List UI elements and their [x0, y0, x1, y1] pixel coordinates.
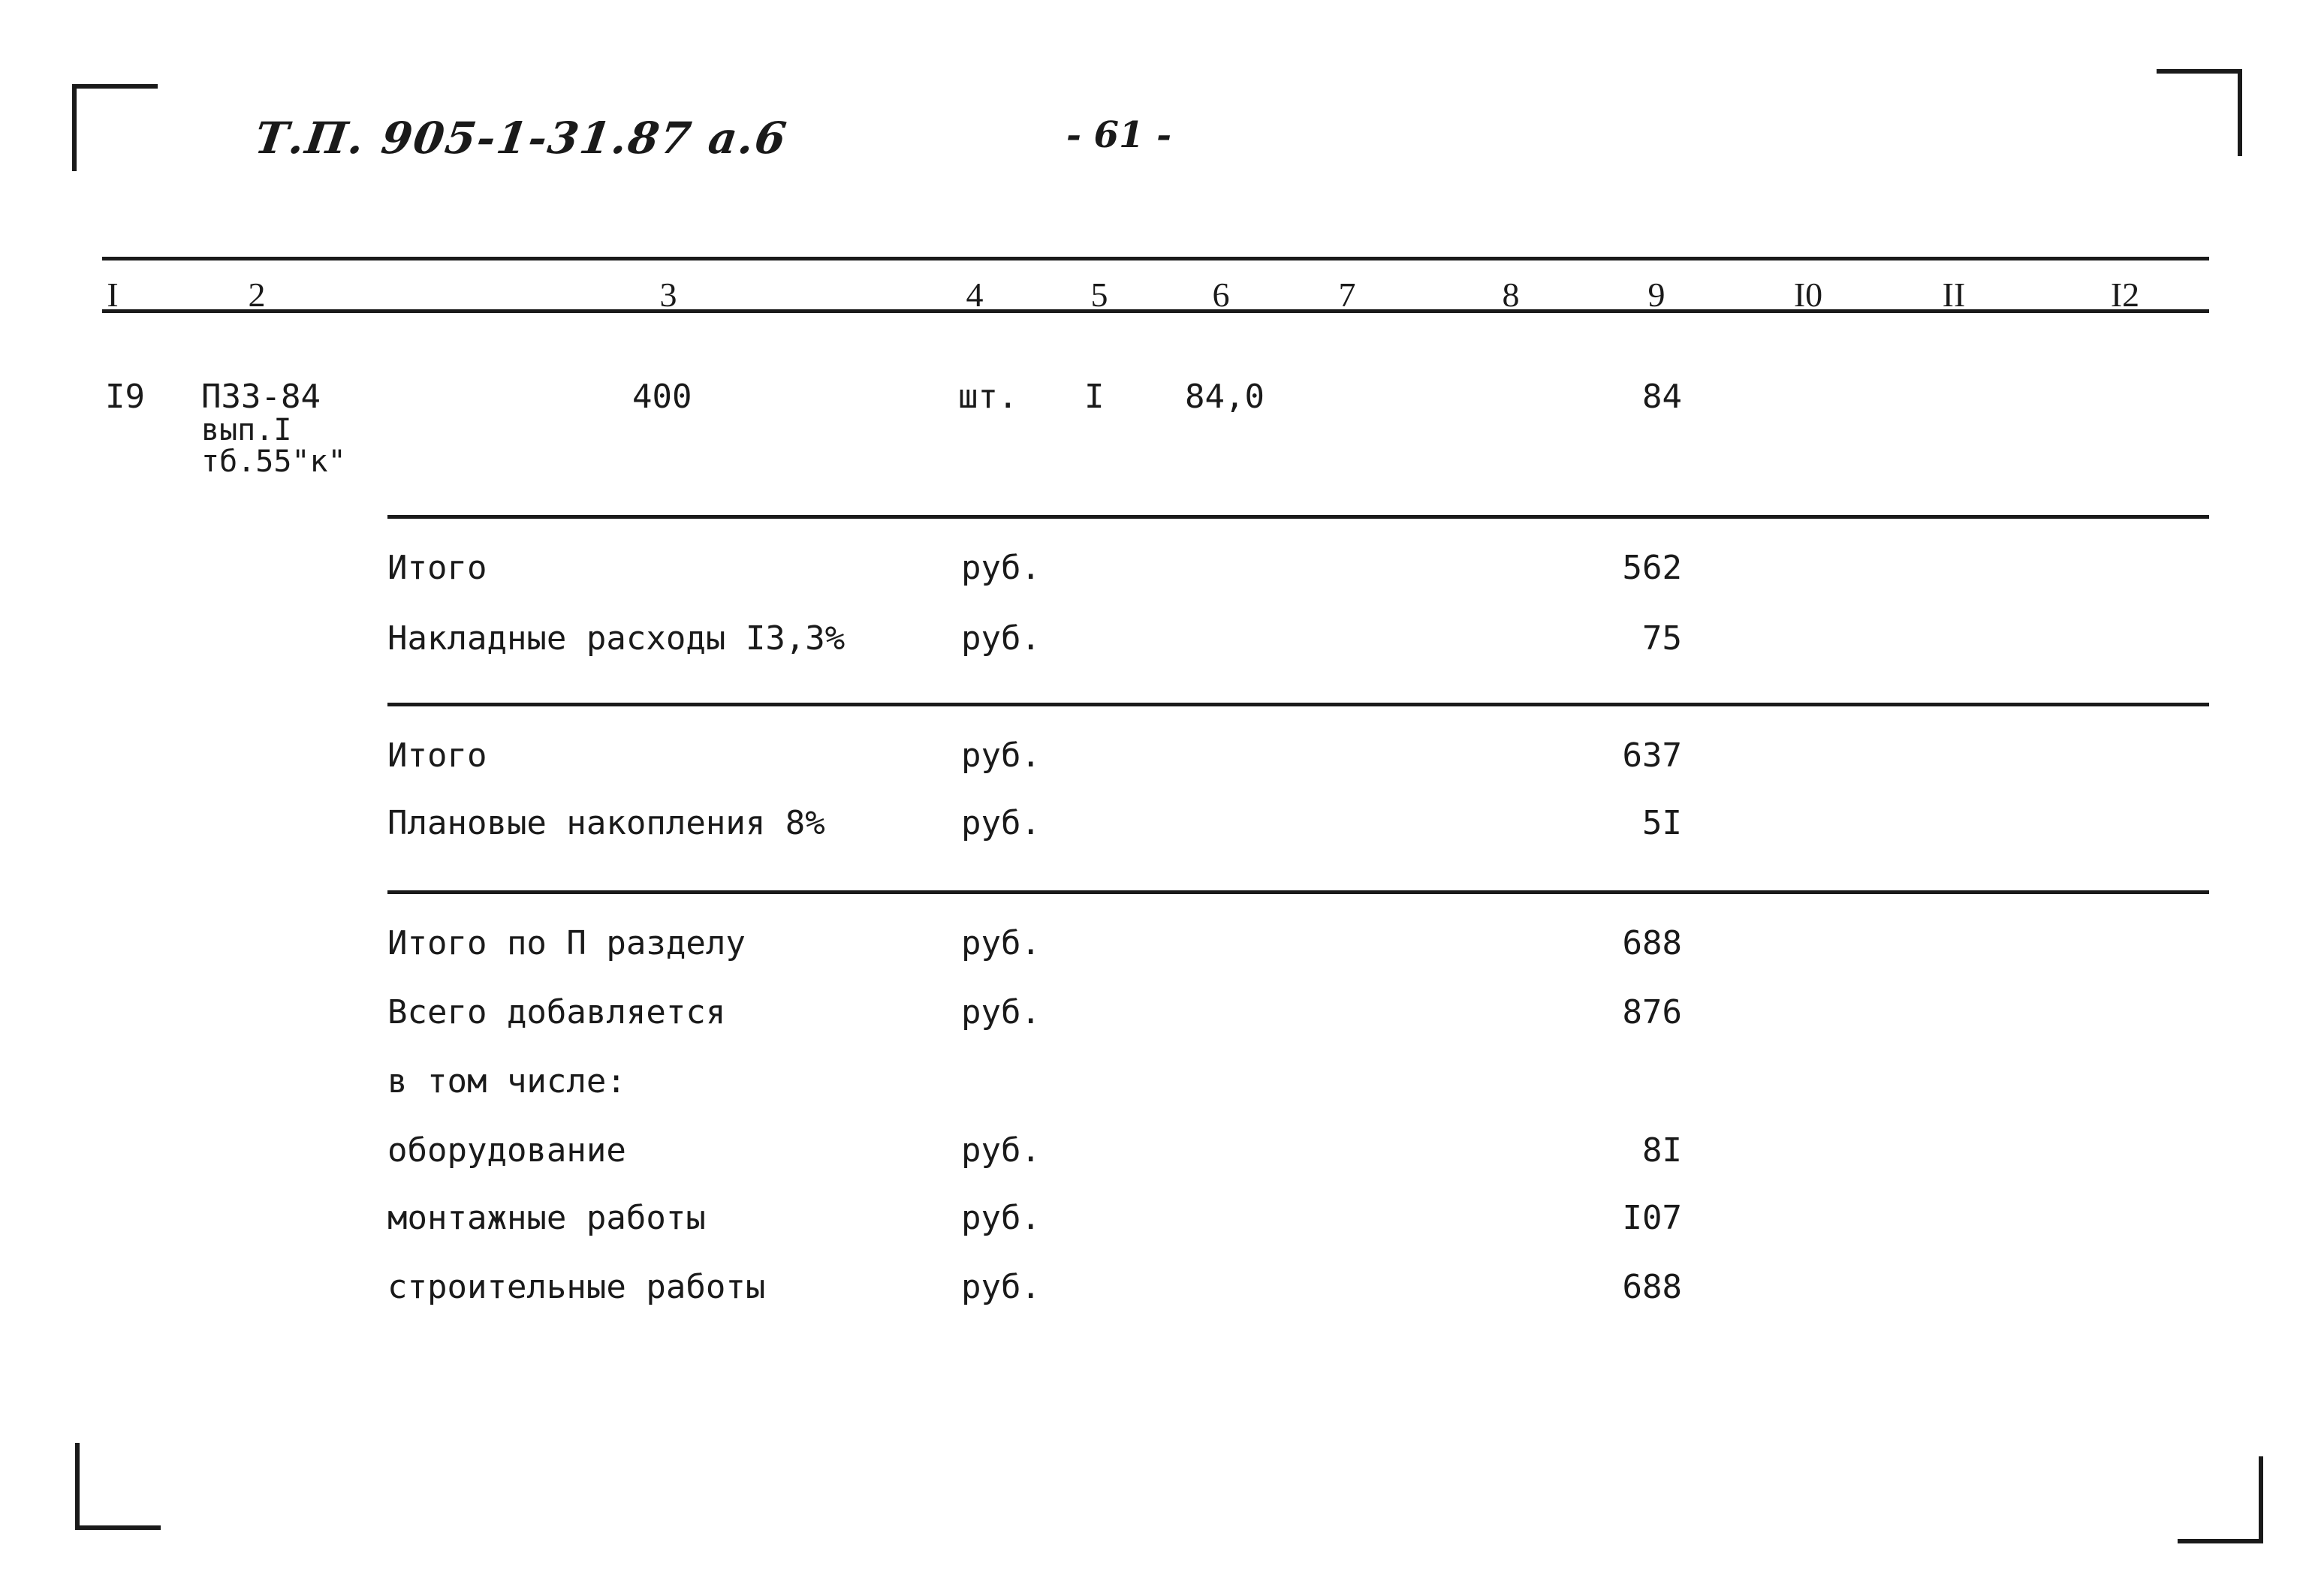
- column-header: I0: [1793, 276, 1823, 314]
- summary-label: Плановые накопления 8%: [387, 804, 825, 842]
- summary-value: 876: [1622, 993, 1682, 1031]
- item-price: 84,0: [1185, 378, 1265, 416]
- summary-rule-1: [387, 515, 2209, 519]
- summary-value: I07: [1622, 1199, 1682, 1237]
- summary-value: 8I: [1642, 1131, 1682, 1170]
- column-header: 3: [659, 276, 677, 314]
- summary-unit: руб.: [961, 1131, 1041, 1170]
- summary-label: Всего добавляется: [387, 993, 726, 1031]
- table-header-bottom-rule: [102, 309, 2209, 313]
- corner-mark-bottom-right: [2178, 1456, 2263, 1543]
- item-number: I9: [105, 378, 145, 416]
- document-code: Т.П. 905-1-31.87 а.6: [252, 113, 791, 164]
- column-header: I2: [2110, 276, 2140, 314]
- column-header: 4: [966, 276, 984, 314]
- summary-label: Итого по П разделу: [387, 924, 746, 962]
- summary-rule-2: [387, 703, 2209, 706]
- table-top-rule: [102, 257, 2209, 260]
- item-code-table: тб.55"к": [201, 444, 346, 479]
- summary-value: 5I: [1642, 804, 1682, 842]
- summary-unit: руб.: [961, 549, 1041, 587]
- column-header: I: [107, 276, 119, 314]
- corner-mark-bottom-left: [75, 1443, 161, 1530]
- item-quantity: I: [1084, 378, 1105, 416]
- summary-unit: руб.: [961, 1199, 1041, 1237]
- corner-mark-top-left: [72, 84, 158, 171]
- summary-rule-3: [387, 890, 2209, 894]
- summary-unit: руб.: [961, 993, 1041, 1031]
- summary-label: Накладные расходы I3,3%: [387, 619, 846, 658]
- summary-value: 562: [1622, 549, 1682, 587]
- column-header: 9: [1647, 276, 1665, 314]
- summary-label: строительные работы: [387, 1268, 766, 1306]
- summary-label: Итого: [387, 549, 487, 587]
- summary-label: в том числе:: [387, 1062, 626, 1101]
- column-header: II: [1942, 276, 1966, 314]
- summary-unit: руб.: [961, 1268, 1041, 1306]
- item-description: 400: [632, 378, 692, 416]
- column-header: 6: [1212, 276, 1230, 314]
- page-number: - 61 -: [1066, 114, 1172, 156]
- item-code: П33-84: [201, 378, 321, 416]
- column-header: 2: [248, 276, 266, 314]
- summary-value: 75: [1642, 619, 1682, 658]
- summary-label: монтажные работы: [387, 1199, 706, 1237]
- summary-unit: руб.: [961, 924, 1041, 962]
- summary-label: оборудование: [387, 1131, 626, 1170]
- column-header: 7: [1338, 276, 1356, 314]
- summary-value: 688: [1622, 924, 1682, 962]
- summary-label: Итого: [387, 736, 487, 775]
- summary-unit: руб.: [961, 804, 1041, 842]
- column-header: 8: [1502, 276, 1520, 314]
- column-header: 5: [1090, 276, 1108, 314]
- corner-mark-top-right: [2157, 69, 2242, 156]
- summary-unit: руб.: [961, 736, 1041, 775]
- item-unit: шт.: [958, 378, 1018, 416]
- summary-value: 637: [1622, 736, 1682, 775]
- item-total: 84: [1642, 378, 1682, 416]
- item-code-issue: вып.I: [201, 413, 292, 447]
- summary-value: 688: [1622, 1268, 1682, 1306]
- summary-unit: руб.: [961, 619, 1041, 658]
